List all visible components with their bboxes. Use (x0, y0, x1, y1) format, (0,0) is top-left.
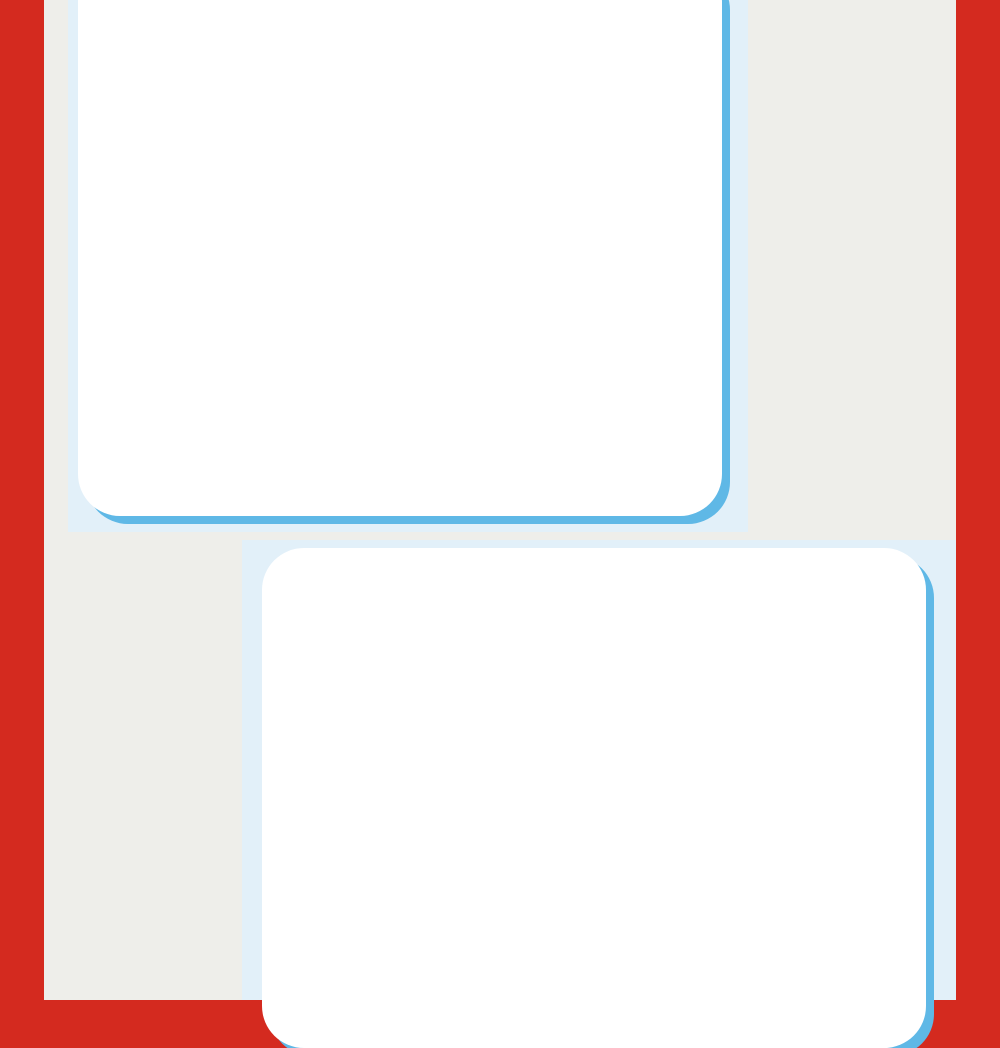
bottom-toc-card (262, 548, 926, 1048)
top-toc-card (78, 0, 722, 516)
